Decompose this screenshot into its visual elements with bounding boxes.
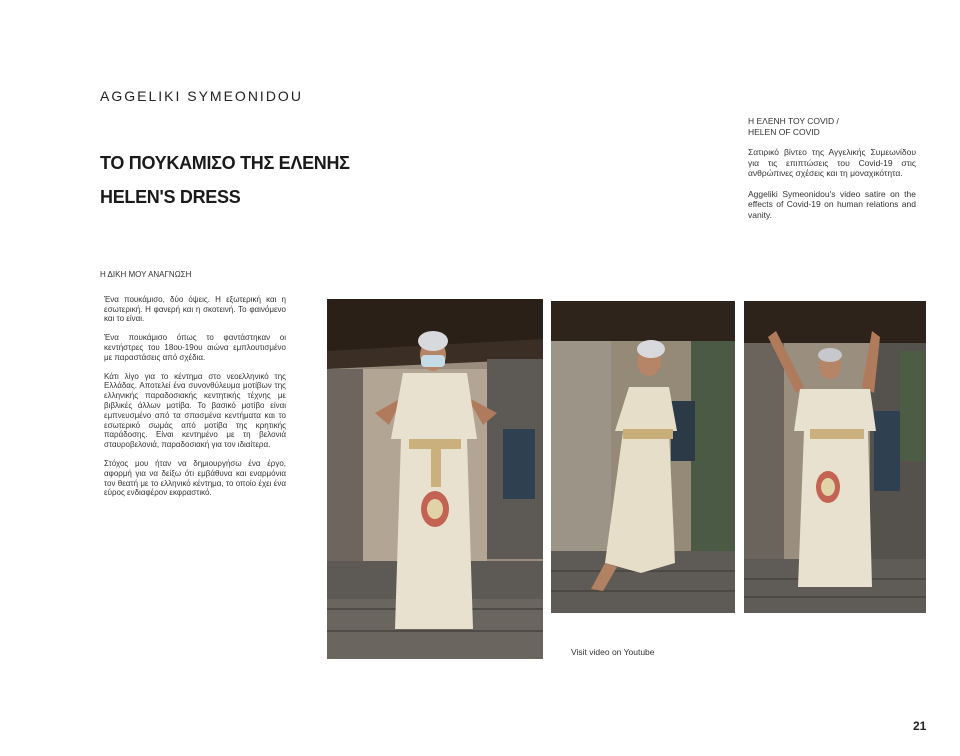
covid-heading	[748, 116, 916, 137]
covid-sidebar	[748, 116, 916, 230]
title-english: HELEN'S DRESS	[100, 187, 241, 207]
column-paragraph: Ένα πουκάμισο, δύο όψεις. Η εξωτερική και η εσωτερική. Η φανερή και η σκοτεινή. Το φαινόμενο και το είναι.	[104, 294, 286, 324]
covid-heading-line-1: Η ΕΛΕΝΗ ΤΟΥ COVID /	[748, 116, 839, 126]
column-paragraph: Στόχος μου ήταν να δημιουργήσω ένα έργο, αφορμή για να δείξω ότι εμβάθυνα και εναρμόνια τον θεατή με το ελληνικό κέντημα, το οποίο έχει ένα εύρος ενδιαφέρον εκφραστικό.	[104, 458, 286, 498]
photo-front-view	[327, 299, 543, 659]
title-greek: ΤΟ ΠΟΥΚΑΜΙΣΟ ΤΗΣ ΕΛΕΝΗΣ	[100, 153, 350, 173]
column-paragraph: Κάτι λίγο για το κέντημα στο νεοελληνικό της Ελλάδας. Αποτελεί ένα συνονθύλευμα μοτίβων της ελληνικής παραδοσιακής κεντητικής τέχνης με βιβλικές άλλων μοτίβα. Το βασικό μοτίβο είναι εμπνευσμένο από τα σπασμένα κεντήματα και το εσωτερικό σωμάς από μοτίβα της κρητικής παράδοσης. Είναι κεντημένο με τη βελονιά σταυροβελονιά, παραδοσιακή για τον ιδιαίτερα.	[104, 371, 286, 450]
photo-side-view	[551, 301, 735, 613]
left-text-column	[100, 270, 286, 507]
column-heading: Η ΔΙΚΗ ΜΟΥ ΑΝΑΓΝΩΣΗ	[100, 270, 192, 279]
page-number: 21	[913, 719, 927, 733]
youtube-video-link[interactable]: Visit video on Youtube	[571, 647, 655, 657]
column-paragraph: Ένα πουκάμισο όπως το φαντάστηκαν οι κεντήστρες του 18ου-19ου αιώνα εμπλουτισμένο με παραστάσεις από σχέδια.	[104, 333, 286, 362]
covid-greek-text: Σατιρικό βίντεο της Αγγελικής Συμεωνίδου για τις επιπτώσεις του Covid-19 στις ανθρώπινες σχέσεις και τη μοναχικότητα.	[748, 147, 916, 178]
photo-arms-raised	[744, 301, 926, 613]
covid-heading-line-2: HELEN OF COVID	[748, 126, 820, 137]
author-name: AGGELIKI SYMEONIDOU	[100, 88, 303, 104]
covid-english-text: Aggeliki Symeonidou's video satire on the effects of Covid-19 on human relations and vanity.	[748, 188, 916, 220]
